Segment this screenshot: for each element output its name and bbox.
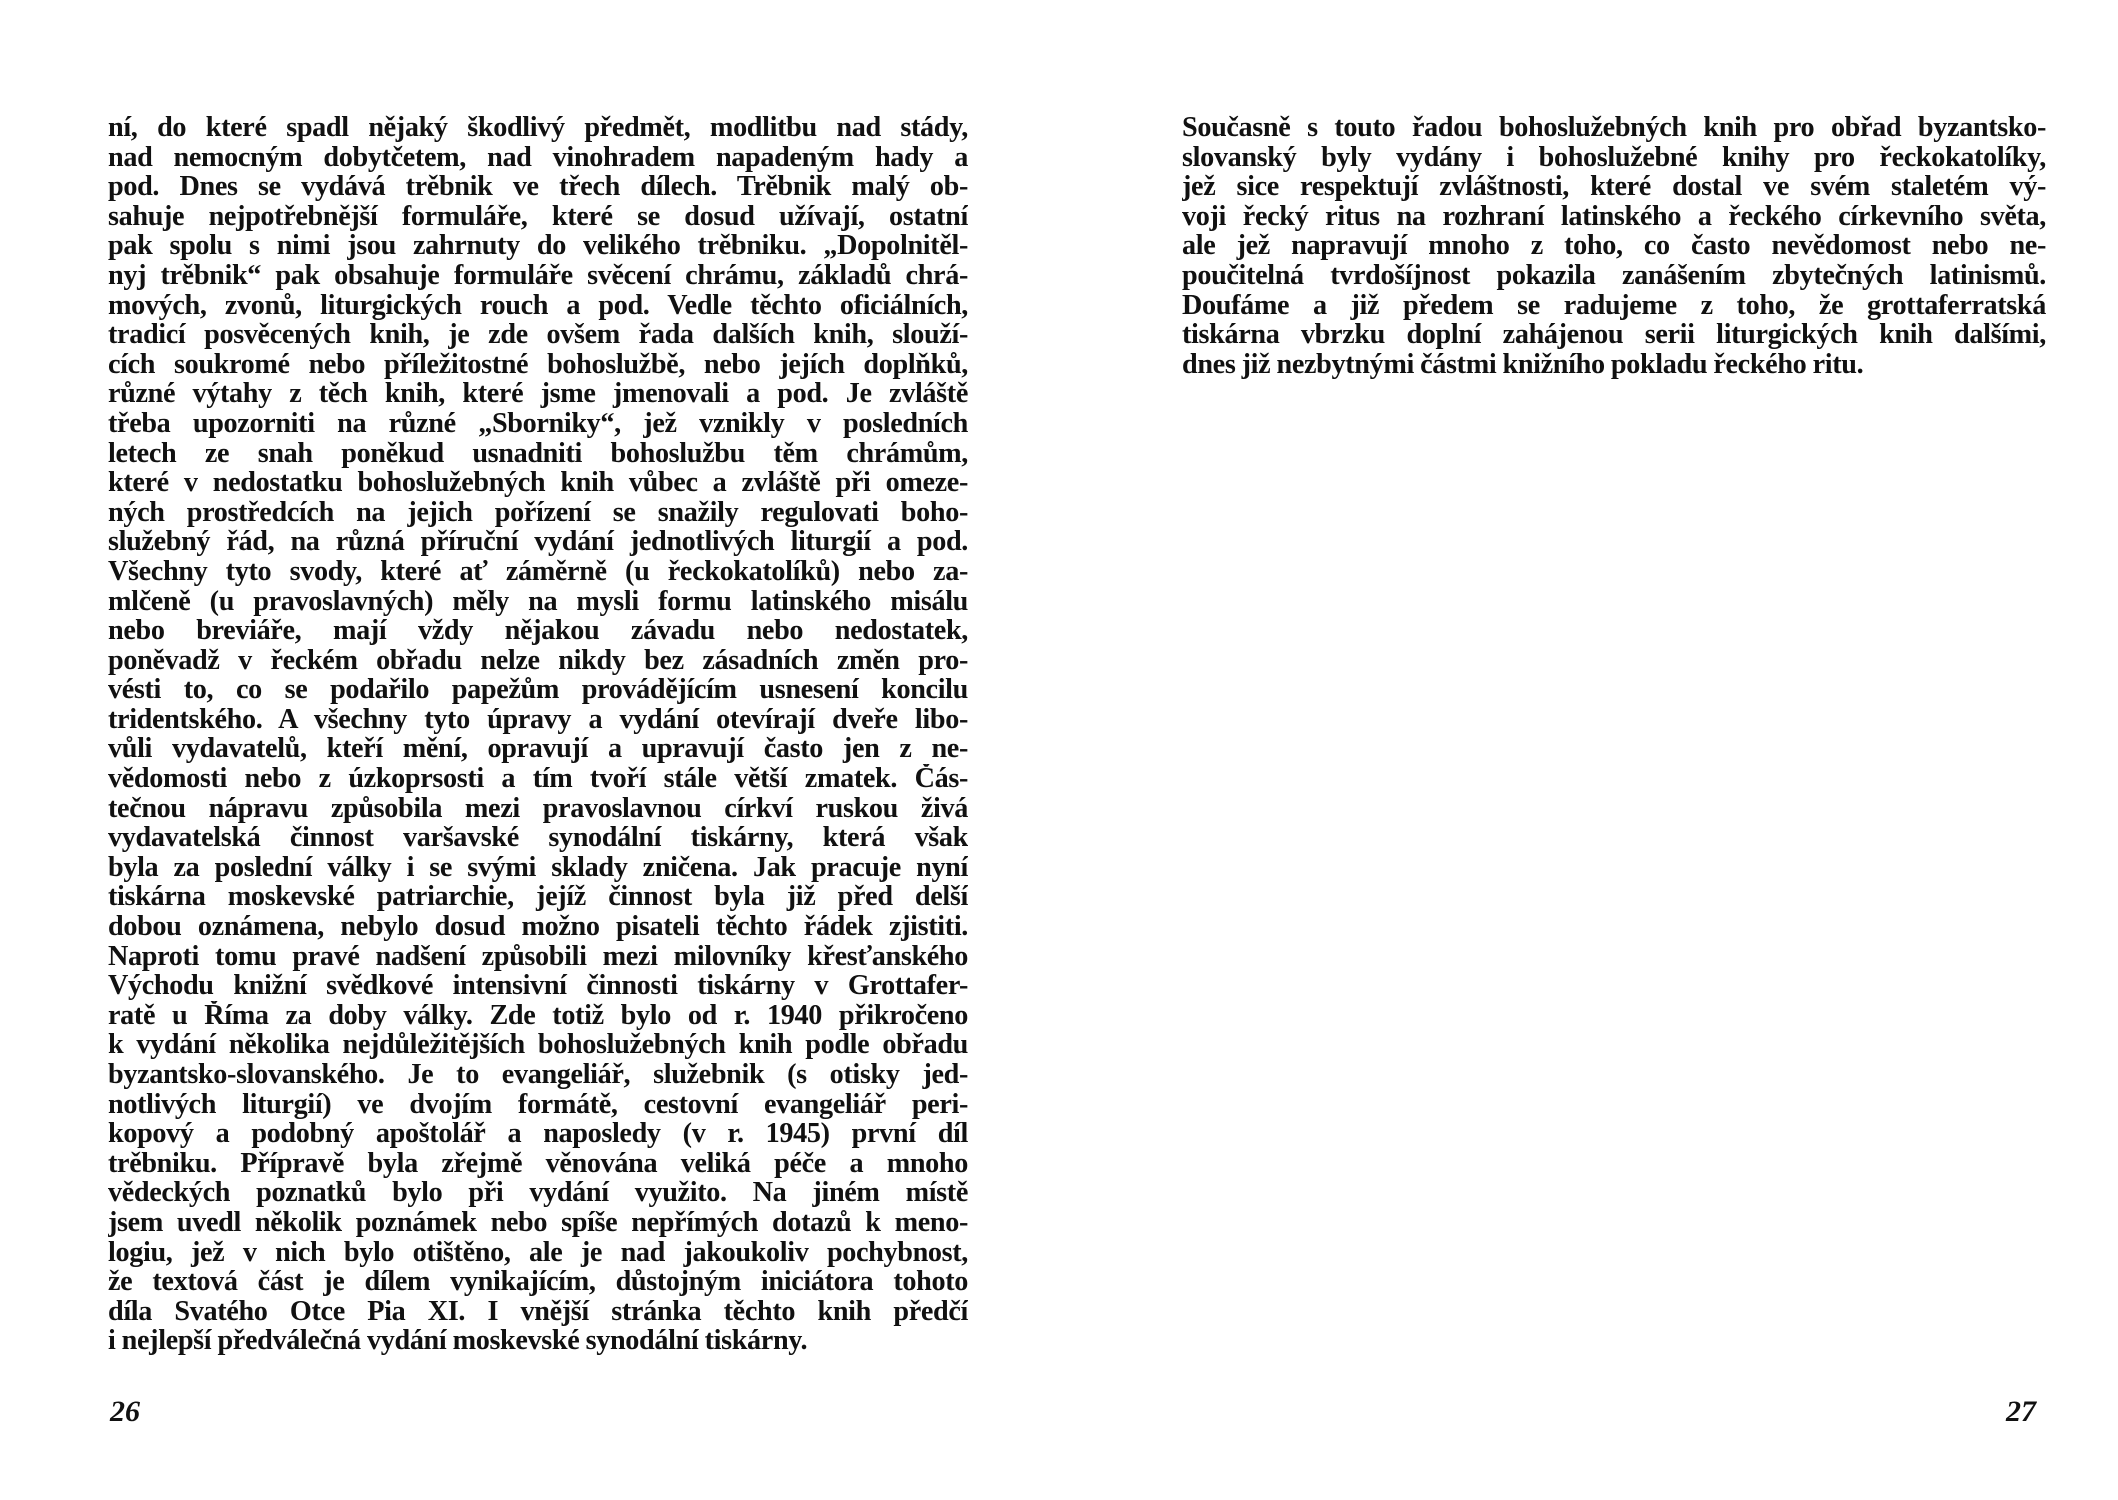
text-line: vydavatelská činnost varšavské synodální tiskárny, která však: [108, 823, 968, 853]
text-line: letech ze snah poněkud usnadniti bohoslužbu těm chrámům,: [108, 438, 968, 469]
text-line: k vydání několika nejdůležitějších bohoslužebných knih podle obřadu: [108, 1030, 968, 1060]
text-line: tiskárna moskevské patriarchie, jejíž činnost byla již před delší: [108, 882, 968, 913]
text-line: dnes již nezbytnými částmi knižního pokladu řeckého ritu.: [1182, 349, 1864, 380]
text-line: tridentského. A všechny tyto úpravy a vydání otevírají dveře libo-: [108, 704, 968, 735]
right-page: [1059, 0, 2118, 1500]
text-line: tiskárna vbrzku doplní zahájenou serii liturgických knih dalšími,: [1182, 320, 2046, 350]
text-line: jež sice respektují zvláštnosti, které dostal ve svém staletém vý-: [1182, 172, 2046, 202]
text-line: Doufáme a již předem se radujeme z toho, že grottaferratská: [1182, 290, 2046, 321]
text-line: tečnou nápravu způsobila mezi pravoslavnou církví ruskou živá: [108, 793, 968, 824]
text-line: vědeckých poznatků bylo při vydání využito. Na jiném místě: [108, 1178, 968, 1208]
text-line: třeba upozorniti na různé „Sborniky“, jež vznikly v posledních: [108, 408, 968, 439]
text-line: ratě u Říma za doby války. Zde totiž bylo od r. 1940 přikročeno: [108, 1000, 968, 1031]
text-line: i nejlepší předválečná vydání moskevské synodální tiskárny.: [108, 1326, 808, 1356]
left-page-text: [108, 113, 968, 1356]
text-line: Východu knižní svědkové intensivní činnosti tiskárny v Grottafer-: [108, 971, 968, 1001]
text-line: služebný řád, na různá příruční vydání jednotlivých liturgií a pod.: [108, 527, 968, 557]
text-line: vésti to, co se podařilo papežům provádějícím usnesení koncilu: [108, 675, 968, 705]
text-line: nebo breviáře, mají vždy nějakou závadu nebo nedostatek,: [108, 616, 968, 646]
text-line: ných prostředcích na jejich pořízení se snažily regulovati boho-: [108, 497, 968, 528]
text-line: Naproti tomu pravé nadšení způsobili mezi milovníky křesťanského: [108, 941, 968, 972]
text-line: poněvadž v řeckém obřadu nelze nikdy bez zásadních změn pro-: [108, 645, 968, 676]
right-page-number: 27: [2006, 1395, 2036, 1428]
text-line: díla Svatého Otce Pia XI. I vnější stránka těchto knih předčí: [108, 1296, 968, 1327]
text-line: různé výtahy z těch knih, které jsme jmenovali a pod. Je zvláště: [108, 379, 968, 409]
text-line: mových, zvonů, liturgických rouch a pod. Vedle těchto oficiálních,: [108, 290, 968, 321]
text-line: voji řecký ritus na rozhraní latinského a řeckého církevního světa,: [1182, 201, 2046, 232]
text-line: pak spolu s nimi jsou zahrnuty do velikého trěbniku. „Dopolnitěl-: [108, 231, 968, 261]
text-line: sahuje nejpotřebnější formuláře, které se dosud užívají, ostatní: [108, 201, 968, 232]
text-line: nyj trěbnik“ pak obsahuje formuláře svěcení chrámu, základů chrá-: [108, 260, 968, 291]
text-line: Současně s touto řadou bohoslužebných knih pro obřad byzantsko-: [1182, 113, 2046, 143]
text-line: jsem uvedl několik poznámek nebo spíše nepřímých dotazů k meno-: [108, 1207, 968, 1238]
text-line: slovanský byly vydány i bohoslužebné knihy pro řeckokatolíky,: [1182, 142, 2046, 173]
text-line: dobou oznámena, nebylo dosud možno pisateli těchto řádek zjistiti.: [108, 912, 968, 942]
text-line: kopový a podobný apoštolář a naposledy (v r. 1945) první díl: [108, 1119, 968, 1149]
text-line: ní, do které spadl nějaký škodlivý předmět, modlitbu nad stády,: [108, 113, 968, 143]
left-page-number: 26: [110, 1395, 140, 1428]
text-line: Všechny tyto svody, které ať záměrně (u řeckokatolíků) nebo za-: [108, 556, 968, 587]
text-line: vědomosti nebo z úzkoprsosti a tím tvoří stále větší zmatek. Čás-: [108, 764, 968, 794]
text-line: ale jež napravují mnoho z toho, co často nevědomost nebo ne-: [1182, 231, 2046, 261]
text-line: trěbniku. Přípravě byla zřejmě věnována veliká péče a mnoho: [108, 1148, 968, 1179]
text-line: cích soukromé nebo příležitostné bohoslužbě, nebo jejích doplňků,: [108, 349, 968, 380]
right-page-text: [1182, 113, 2046, 379]
text-line: byla za poslední války i se svými sklady zničena. Jak pracuje nyní: [108, 852, 968, 883]
text-line: vůli vydavatelů, kteří mění, opravují a upravují často jen z ne-: [108, 734, 968, 765]
text-line: logiu, jež v nich bylo otištěno, ale je nad jakoukoliv pochybnost,: [108, 1237, 968, 1268]
text-line: tradicí posvěcených knih, je zde ovšem řada dalších knih, slouží-: [108, 320, 968, 350]
text-line: mlčeně (u pravoslavných) měly na mysli formu latinského misálu: [108, 586, 968, 617]
text-line: poučitelná tvrdošíjnost pokazila zanášením zbytečných latinismů.: [1182, 260, 2046, 291]
text-line: notlivých liturgií) ve dvojím formátě, cestovní evangeliář peri-: [108, 1089, 968, 1120]
text-line: že textová část je dílem vynikajícím, důstojným iniciátora tohoto: [108, 1267, 968, 1297]
text-line: nad nemocným dobytčetem, nad vinohradem napadeným hady a: [108, 142, 968, 173]
text-line: které v nedostatku bohoslužebných knih vůbec a zvláště při omeze-: [108, 468, 968, 498]
text-line: pod. Dnes se vydává trěbnik ve třech dílech. Trěbnik malý ob-: [108, 172, 968, 202]
text-line: byzantsko-slovanského. Je to evangeliář, služebnik (s otisky jed-: [108, 1060, 968, 1090]
